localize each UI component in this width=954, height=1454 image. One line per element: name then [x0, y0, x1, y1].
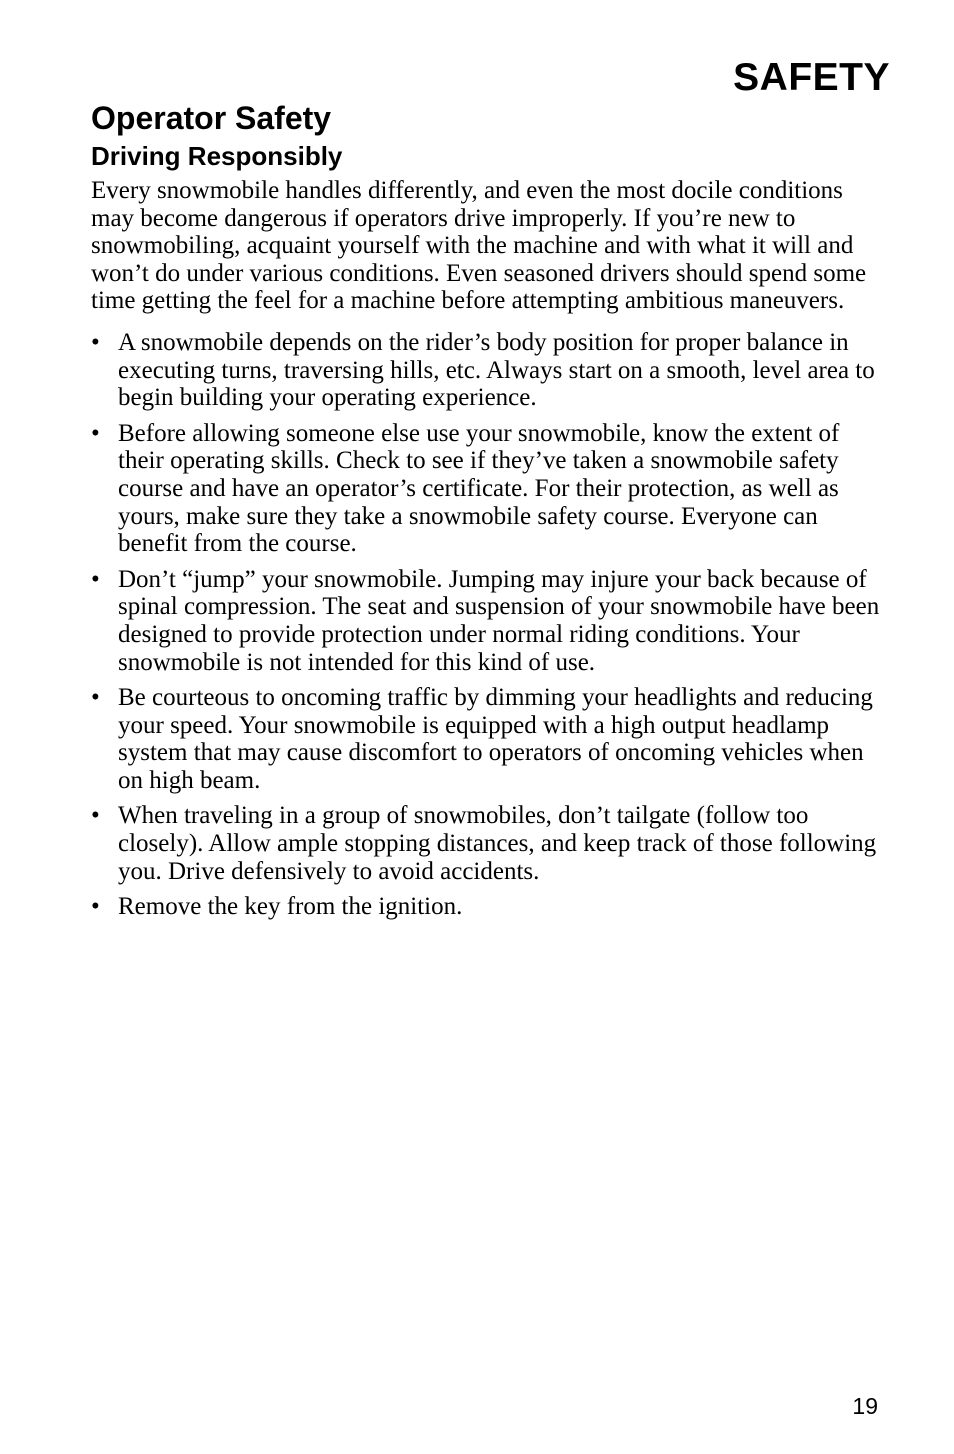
bullet-text: When traveling in a group of snowmobiles, don’t tailgate (follow too closely). Allow ample stopping distances, and keep track of those following you. Drive defensively to avoid accidents.: [118, 802, 877, 885]
bullet-icon: •: [91, 893, 100, 921]
bullet-icon: •: [91, 328, 100, 356]
bullet-item-body-position: [91, 329, 891, 412]
page-subheading: Driving Responsibly: [91, 141, 343, 171]
safety-bullet-list: [91, 329, 891, 921]
page-content: [91, 97, 891, 929]
page-heading: Operator Safety: [91, 100, 332, 136]
bullet-item-group-travel: [91, 802, 891, 885]
section-title: SAFETY: [733, 56, 890, 99]
bullet-icon: •: [91, 802, 100, 830]
bullet-icon: •: [91, 565, 100, 593]
bullet-text: Remove the key from the ignition.: [118, 893, 463, 921]
bullet-item-no-jumping: [91, 566, 891, 676]
bullet-icon: •: [91, 684, 100, 712]
bullet-item-oncoming-traffic: [91, 684, 891, 794]
bullet-text: Before allowing someone else use your snowmobile, know the extent of their operating skills. Check to see if they’ve taken a snowmobile safety course and have an operator’s certificate. For their protection, as well as yours, make sure they take a snowmobile safety course. Everyone can benefit from the course.: [118, 419, 840, 558]
bullet-text: A snowmobile depends on the rider’s body position for proper balance in executing turns, traversing hills, etc. Always start on a smooth, level area to begin building your operating experience.: [118, 328, 875, 412]
bullet-icon: •: [91, 419, 100, 447]
bullet-text: Don’t “jump” your snowmobile. Jumping may injure your back because of spinal compression. The seat and suspension of your snowmobile have been designed to provide protection under normal riding conditions. Your snowmobile is not intended for this kind of use.: [118, 565, 880, 676]
bullet-item-remove-key: [91, 893, 891, 921]
intro-paragraph: Every snowmobile handles differently, and even the most docile conditions may become dangerous if operators drive improperly. If you’re new to snowmobiling, acquaint yourself with the machine and with what it will and won’t do under various conditions. Even seasoned drivers should spend some time getting the feel for a machine before attempting ambitious maneuvers.: [91, 177, 867, 315]
page-number: 19: [852, 1393, 878, 1419]
bullet-text: Be courteous to oncoming traffic by dimming your headlights and reducing your speed. Your snowmobile is equipped with a high output headlamp system that may cause discomfort to operators of oncoming vehicles when on high beam.: [118, 684, 873, 794]
bullet-item-other-operators: [91, 420, 891, 558]
